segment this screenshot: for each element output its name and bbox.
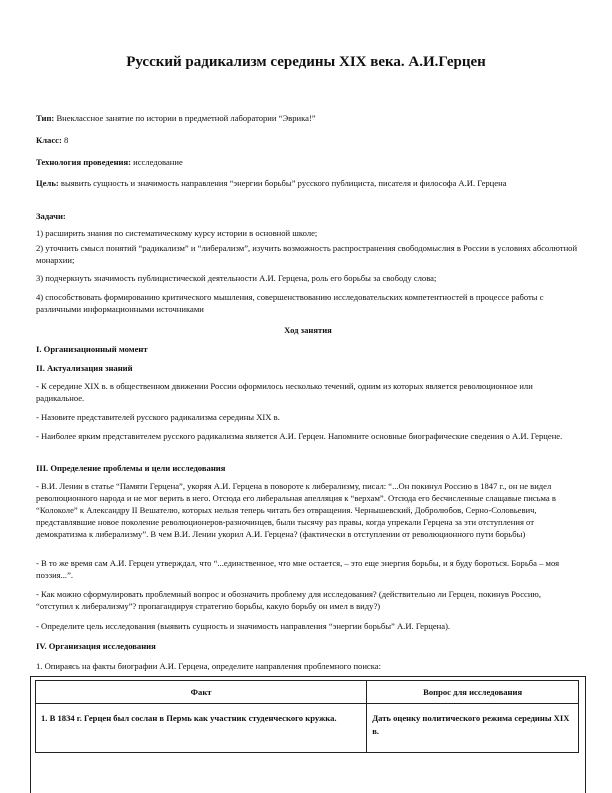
table-header-row [36, 681, 579, 704]
paragraph: - Назовите представителей русского радикализма середины XIX в. [36, 412, 280, 422]
type-label: Тип: [36, 113, 55, 123]
task-item: 4) способствовать формированию критического мышления, совершенствованию исследовательских компетентностей в процессе работы с различными информационными источниками [36, 292, 544, 314]
paragraph: - Наиболее ярким представителем русского радикализма является А.И. Герцен. Напомните основные биографические сведения о А.И. Герцене. [36, 431, 563, 441]
paragraph: - В то же время сам А.И. Герцен утверждал, что “...единственное, что мне остается, – это еще энергия борьбы, и я буду бороться. Борьба – моя поэзия...”. [36, 558, 560, 580]
class-line [36, 134, 580, 146]
task-item: 2) уточнить смысл понятий “радикализм” и “либерализм”, изучить возможность распространения свободомыслия в России в условиях абсолютной монархии; [36, 243, 578, 265]
goal-value: выявить сущность и значимость направления “энергии борьбы” русского публициста, писателя и философа А.И. Герцена [58, 178, 507, 188]
table-header-cell: Вопрос для исследования [367, 681, 579, 704]
table-cell: 1. В 1834 г. Герцен был сослан в Пермь как участник студенческого кружка. [36, 704, 367, 753]
research-table [35, 680, 579, 753]
goal-label: Цель: [36, 178, 59, 188]
goal-line [36, 177, 580, 189]
technology-line [36, 156, 580, 168]
section-heading: II. Актуализация знаний [36, 363, 133, 373]
tasks-heading: Задачи: [36, 211, 66, 221]
page-title: Русский радикализм середины XIX века. А.И.Герцен [126, 54, 486, 70]
task-item: 3) подчеркнуть значимость публицистической деятельности А.И. Герцена, роль его борьбы за свободу слова; [36, 273, 437, 283]
table-header-cell: Факт [36, 681, 367, 704]
lesson-heading: Ход занятия [284, 325, 332, 335]
table-row [36, 704, 579, 753]
technology-label: Технология проведения: [36, 157, 131, 167]
task-item: 1) расширить знания по систематическому курсу истории в основной школе; [36, 228, 318, 238]
table-cell: Дать оценку политического режима середины XIX в. [367, 704, 579, 753]
paragraph: 1. Опираясь на факты биографии А.И. Герцена, определите направления проблемного поиска: [36, 661, 381, 671]
technology-value: исследование [130, 157, 183, 167]
class-value: 8 [61, 135, 69, 145]
paragraph: - В.И. Ленин в статье “Памяти Герцена”, укоряя А.И. Герцена в повороте к либерализму, писал: “...Он покинул Россию в 1847 г., он не видел революционного народа и не мог верить в него. Отсюда его либеральная апелляция к “верхам”. Отсюда его бесчисленные слащавые письма в “Колоколе” к Александру II Вешателю, которых нельзя теперь читать без отвращения. Чернышевский, Добролюбов, Серно-Соловьевич, представлявшие новое поколение революционеров-разночинцев, были тысячу раз правы, когда упрекали Герцена за эти отступления от демократизма к либерализму”. В чем В.И. Ленин укорил А.И. Герцена? (фактически в отступлении от революционного пути борьбы) [36, 481, 556, 539]
type-line [36, 112, 580, 124]
paragraph: - Как можно сформулировать проблемный вопрос и обозначить проблему для исследования? (действительно ли Герцен, покинув Россию, “отступил к либерализму”? пропагандируя стратегию борьбы, какую борьбу он имел в виду?) [36, 589, 541, 611]
class-label: Класс: [36, 135, 62, 145]
section-heading: III. Определение проблемы и цели исследования [36, 463, 226, 473]
section-heading: IV. Организация исследования [36, 641, 156, 651]
section-heading: I. Организационный момент [36, 344, 148, 354]
type-value: Внеклассное занятие по истории в предметной лаборатории “Эврика!” [54, 113, 316, 123]
paragraph: - К середине XIX в. в общественном движении России оформилось несколько течений, одним из которых является революционное или радикальное. [36, 381, 533, 403]
paragraph: - Определите цель исследования (выявить сущность и значимость направления “энергии борьбы” А.И. Герцена). [36, 621, 451, 631]
